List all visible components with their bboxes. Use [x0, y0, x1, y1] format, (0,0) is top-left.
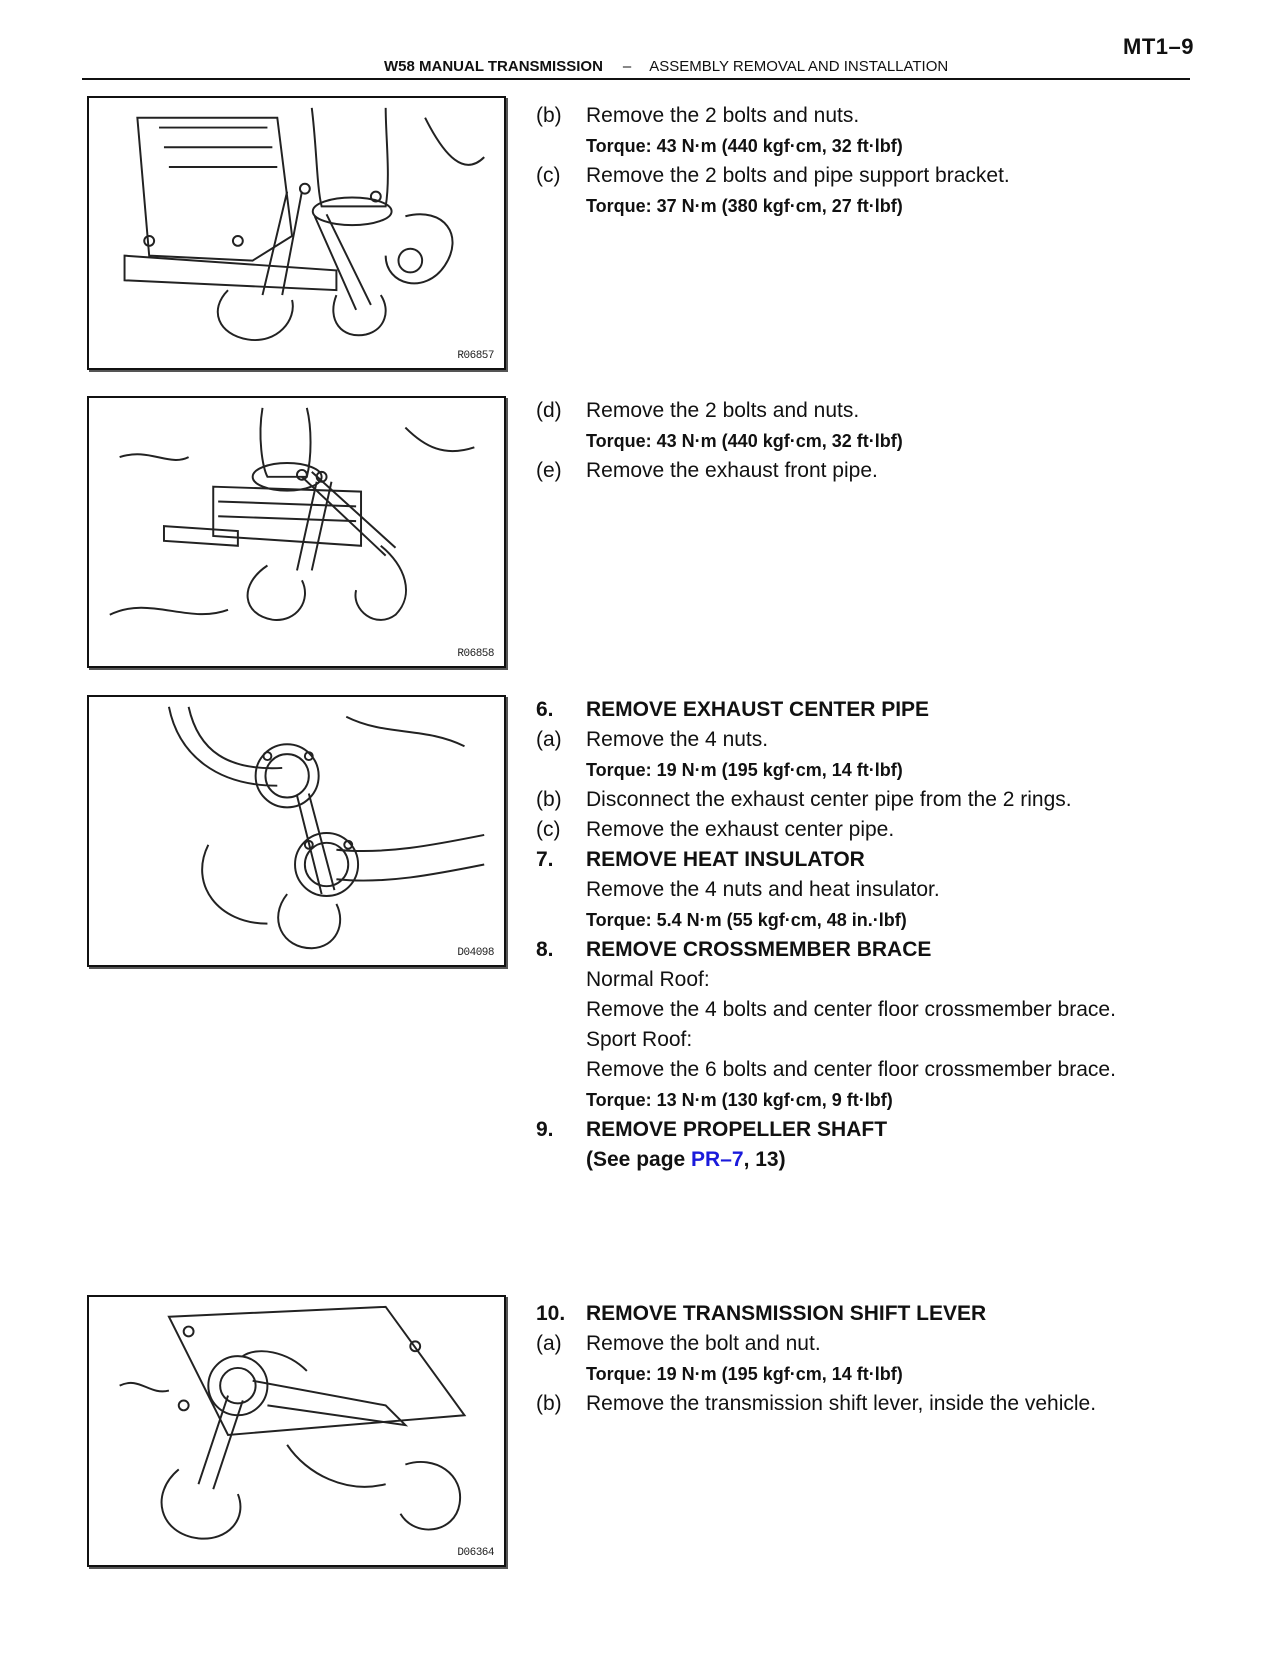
step-label: (a) [536, 728, 562, 751]
section-6-heading [536, 695, 1196, 725]
step-label: (c) [536, 818, 561, 841]
step-text: Remove the 2 bolts and nuts. [586, 399, 860, 422]
torque-spec [536, 1085, 1196, 1115]
step-label: (a) [536, 1332, 562, 1355]
figure-front-pipe [87, 396, 506, 668]
figure-code: D04098 [457, 947, 494, 959]
see-page-reference [536, 1145, 1196, 1175]
step-text: Remove the 2 bolts and pipe support bracket. [586, 164, 1010, 187]
step-text: Remove the 2 bolts and nuts. [586, 104, 860, 127]
section-number: 7. [536, 848, 554, 871]
step-label: (d) [536, 399, 562, 422]
step-label: (e) [536, 459, 562, 482]
step-text: Remove the bolt and nut. [586, 1332, 821, 1355]
section-number: 10. [536, 1302, 566, 1325]
step-text: Disconnect the exhaust center pipe from the 2 rings. [586, 788, 1072, 811]
page-number: MT1–9 [1123, 34, 1194, 59]
step-c [536, 161, 1196, 191]
torque-text: Torque: 19 N·m (195 kgf·cm, 14 ft·lbf) [586, 760, 903, 780]
sport-roof-text [536, 1055, 1196, 1085]
see-page-suffix: , 13) [743, 1148, 786, 1171]
figure-bolts-removal [87, 96, 506, 370]
section-number: 8. [536, 938, 554, 961]
step-label: (c) [536, 164, 561, 187]
step-6b [536, 785, 1196, 815]
torque-spec [536, 905, 1196, 935]
text-block-1 [536, 101, 1196, 221]
step-e [536, 456, 1196, 486]
step-text: Remove the 4 bolts and center floor crossmember brace. [586, 998, 1116, 1021]
figure-illustration [89, 1297, 504, 1565]
see-page-text [586, 1145, 786, 1175]
step-d [536, 396, 1196, 426]
section-title: REMOVE TRANSMISSION SHIFT LEVER [586, 1302, 987, 1325]
section-10-heading [536, 1299, 1196, 1329]
step-7-text [536, 875, 1196, 905]
step-text: Remove the 4 nuts and heat insulator. [586, 878, 940, 901]
running-header [384, 58, 948, 75]
figure-center-pipe [87, 695, 506, 967]
torque-spec [536, 1359, 1196, 1389]
variant-label: Sport Roof: [586, 1028, 693, 1051]
torque-text: Torque: 43 N·m (440 kgf·cm, 32 ft·lbf) [586, 136, 903, 156]
text-block-4 [536, 1299, 1196, 1419]
section-7-heading [536, 845, 1196, 875]
figure-code: R06858 [457, 648, 494, 660]
page-link[interactable]: PR–7 [691, 1148, 744, 1171]
text-block-3 [536, 695, 1196, 1175]
section-title: REMOVE PROPELLER SHAFT [586, 1118, 888, 1141]
normal-roof-text [536, 995, 1196, 1025]
torque-spec [536, 131, 1196, 161]
section-title: REMOVE CROSSMEMBER BRACE [586, 938, 932, 961]
header-dash: – [622, 58, 632, 75]
figure-illustration [89, 697, 504, 965]
step-label: (b) [536, 104, 562, 127]
torque-text: Torque: 5.4 N·m (55 kgf·cm, 48 in.·lbf) [586, 910, 907, 930]
section-title: REMOVE HEAT INSULATOR [586, 848, 865, 871]
step-10a [536, 1329, 1196, 1359]
text-block-2 [536, 396, 1196, 486]
figure-illustration [89, 98, 504, 368]
step-6a [536, 725, 1196, 755]
sport-roof-label [536, 1025, 1196, 1055]
normal-roof-label [536, 965, 1196, 995]
section-9-heading [536, 1115, 1196, 1145]
header-section: ASSEMBLY REMOVAL AND INSTALLATION [649, 58, 949, 75]
torque-text: Torque: 13 N·m (130 kgf·cm, 9 ft·lbf) [586, 1090, 893, 1110]
header-title: W58 MANUAL TRANSMISSION [384, 58, 603, 75]
torque-spec [536, 191, 1196, 221]
step-10b [536, 1389, 1196, 1419]
torque-text: Torque: 37 N·m (380 kgf·cm, 27 ft·lbf) [586, 196, 903, 216]
step-label: (b) [536, 1392, 562, 1415]
torque-spec [536, 755, 1196, 785]
step-text: Remove the exhaust center pipe. [586, 818, 895, 841]
step-text: Remove the 6 bolts and center floor crossmember brace. [586, 1058, 1116, 1081]
step-6c [536, 815, 1196, 845]
variant-label: Normal Roof: [586, 968, 710, 991]
see-page-prefix: (See page [586, 1148, 692, 1171]
torque-spec [536, 426, 1196, 456]
section-number: 9. [536, 1118, 554, 1141]
header-rule [82, 78, 1190, 80]
step-label: (b) [536, 788, 562, 811]
figure-illustration [89, 398, 504, 666]
step-text: Remove the exhaust front pipe. [586, 459, 878, 482]
step-b [536, 101, 1196, 131]
figure-code: R06857 [457, 350, 494, 362]
torque-text: Torque: 43 N·m (440 kgf·cm, 32 ft·lbf) [586, 431, 903, 451]
step-text: Remove the transmission shift lever, inside the vehicle. [586, 1392, 1097, 1415]
figure-shift-lever [87, 1295, 506, 1567]
section-number: 6. [536, 698, 554, 721]
figure-code: D06364 [457, 1547, 494, 1559]
step-text: Remove the 4 nuts. [586, 728, 769, 751]
section-8-heading [536, 935, 1196, 965]
section-title: REMOVE EXHAUST CENTER PIPE [586, 698, 930, 721]
torque-text: Torque: 19 N·m (195 kgf·cm, 14 ft·lbf) [586, 1364, 903, 1384]
